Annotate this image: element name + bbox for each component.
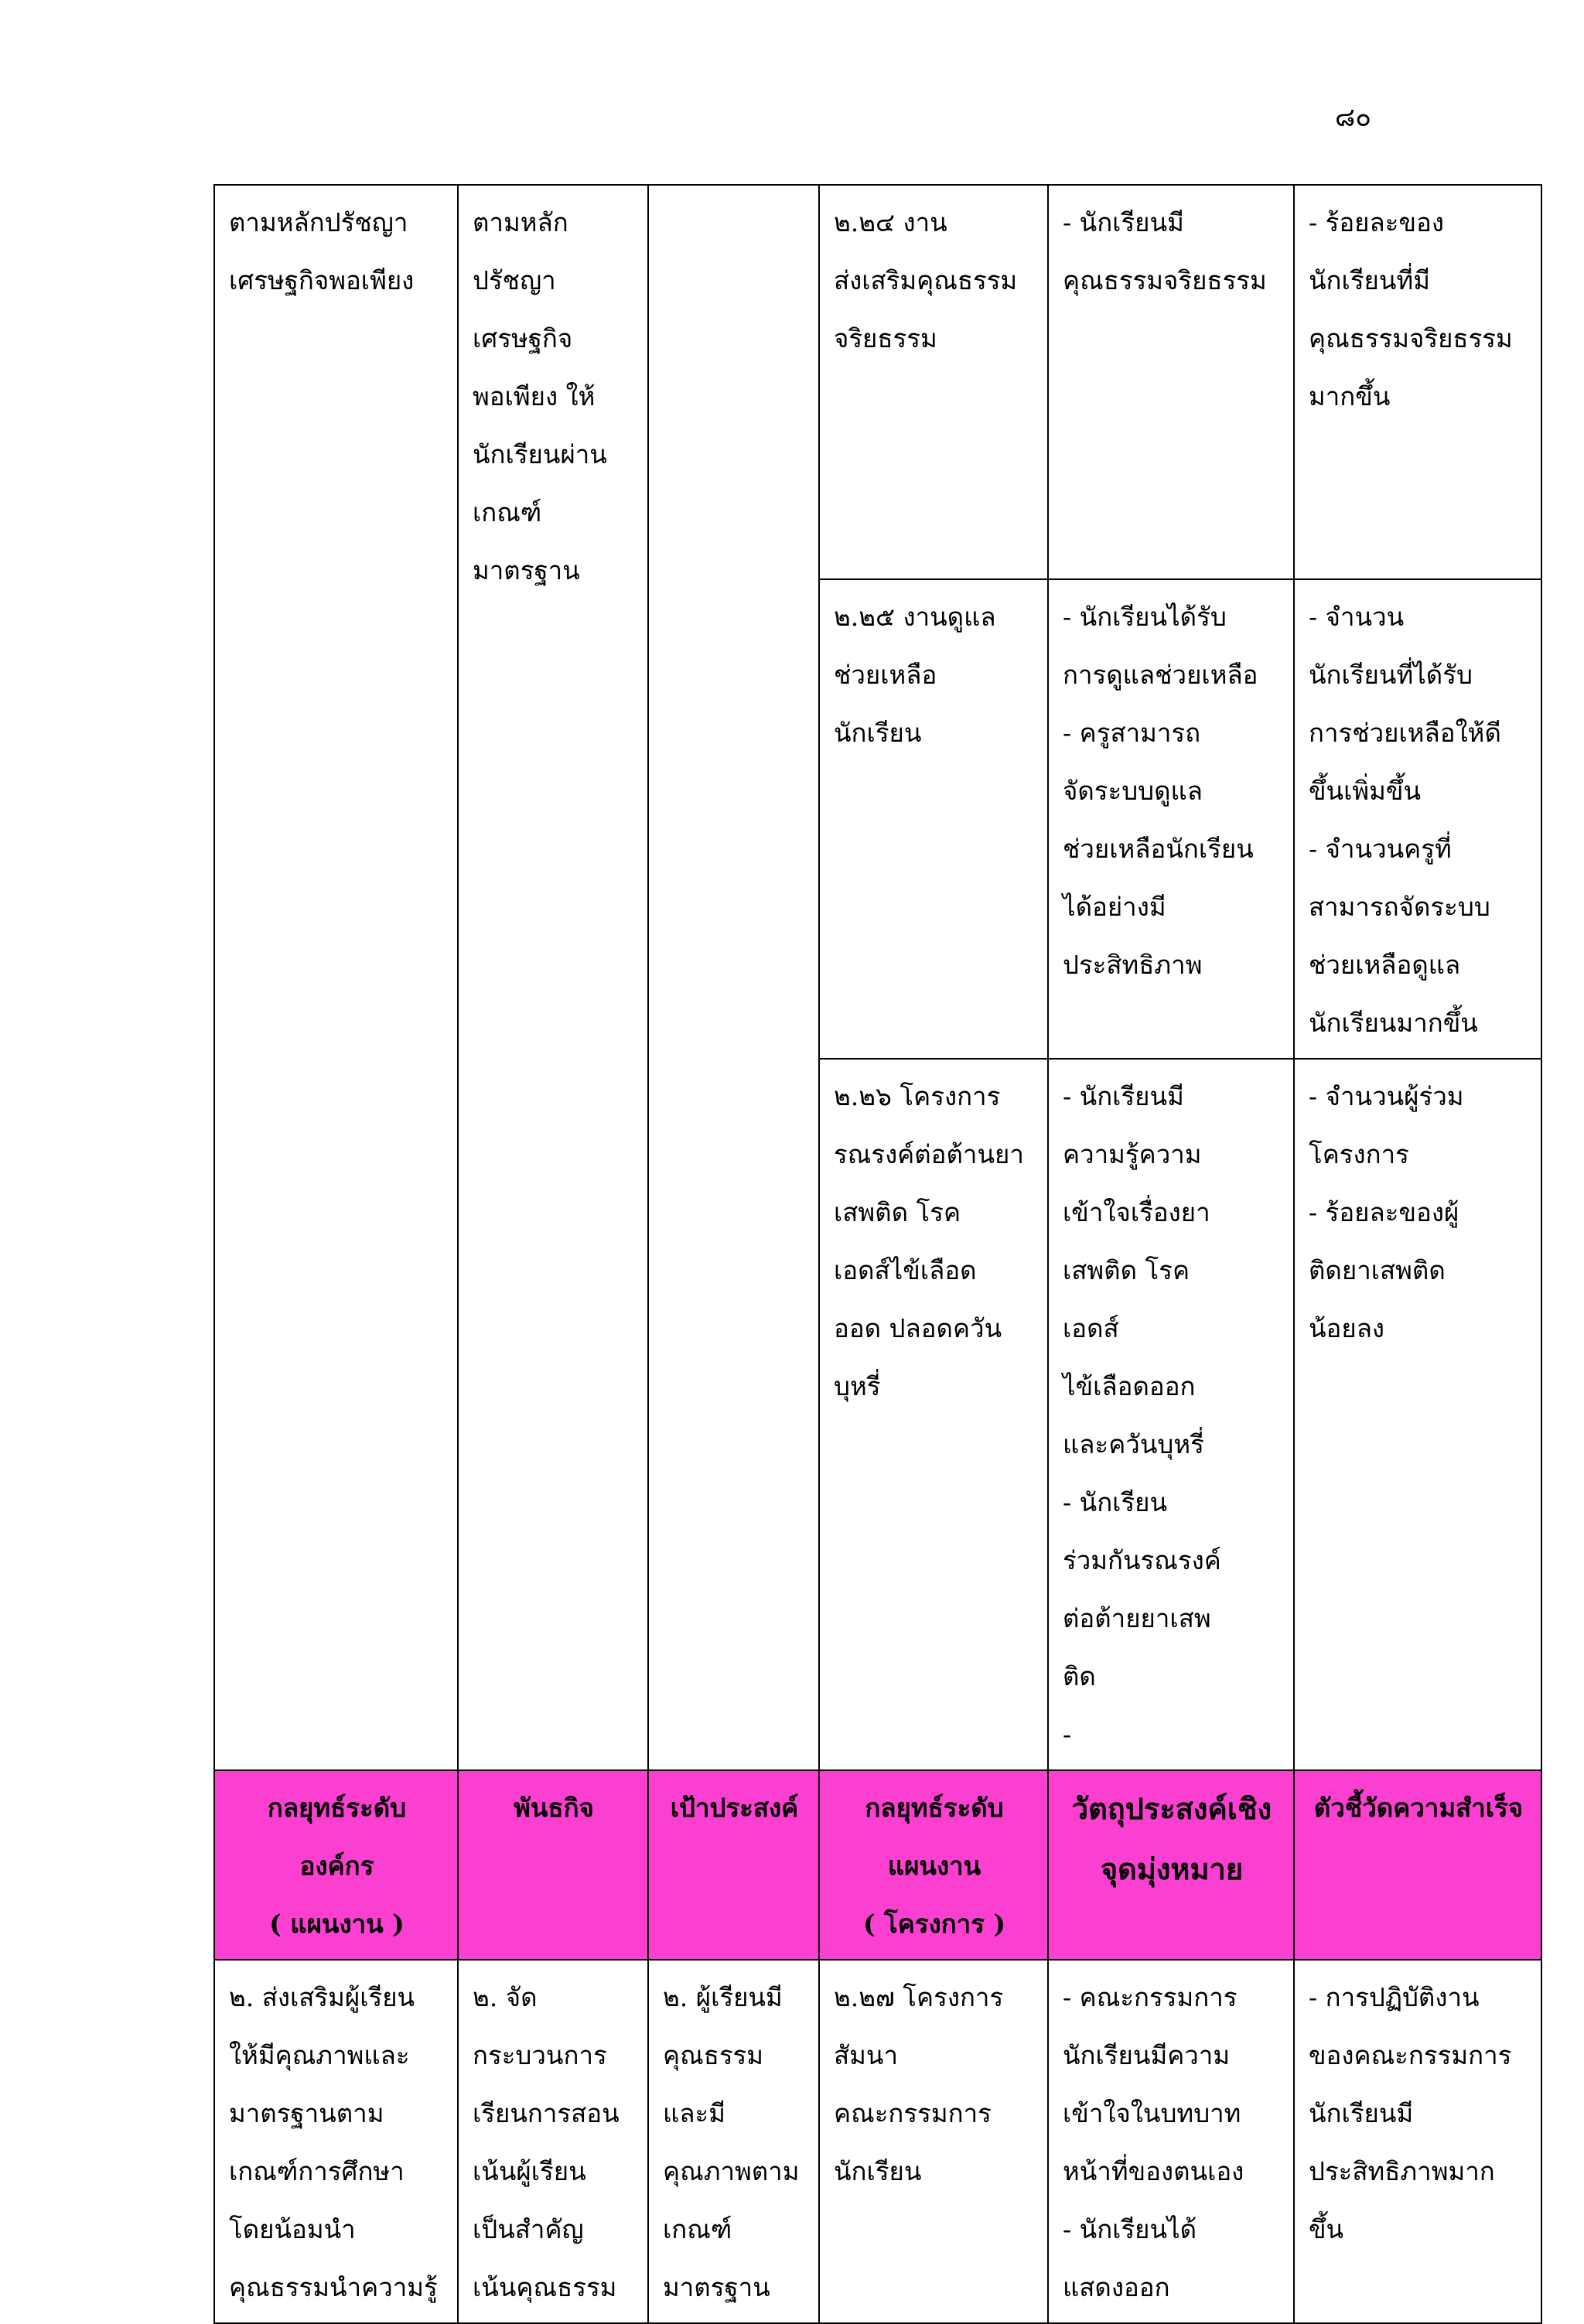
table-header-row [214, 1770, 1541, 1960]
strategy-table [213, 184, 1542, 2324]
objective-cell: - นักเรียนได้รับ การดูแลช่วยเหลือ - ครูสามารถ จัดระบบดูแล ช่วยเหลือนักเรียน ได้อย่างมี ประสิทธิภาพ [1048, 579, 1294, 1059]
objective-cell: - นักเรียนมี ความรู้ความ เข้าใจเรื่องยา เสพติด โรค เอดส์ ไข้เลือดออก และควันบุหรี่ - นักเรียน ร่วมกันรณรงค์ ต่อต้ายยาเสพ ติด - [1048, 1059, 1294, 1770]
goal-cell: ๒. ผู้เรียนมี คุณธรรม และมี คุณภาพตาม เกณฑ์ มาตรฐาน [648, 1960, 819, 2323]
plan-strategy-cell: ๒.๒๕ งานดูแล ช่วยเหลือ นักเรียน [819, 579, 1048, 1059]
org-strategy-cell: ตามหลักปรัชญา เศรษฐกิจพอเพียง [214, 185, 458, 1770]
table-row [214, 1960, 1541, 2323]
table-row [214, 185, 1541, 579]
header-indicator: ตัวชี้วัดความสำเร็จ [1294, 1770, 1541, 1960]
plan-strategy-cell: ๒.๒๖ โครงการ รณรงค์ต่อต้านยา เสพติด โรค เอดส์ไข้เลือด ออด ปลอดควัน บุหรี่ [819, 1059, 1048, 1770]
plan-strategy-cell: ๒.๒๔ งาน ส่งเสริมคุณธรรม จริยธรรม [819, 185, 1048, 579]
page-number: ๘๐ [1335, 102, 1371, 133]
org-strategy-cell: ๒. ส่งเสริมผู้เรียน ให้มีคุณภาพและ มาตรฐานตาม เกณฑ์การศึกษา โดยน้อมนำ คุณธรรมนำความรู้ [214, 1960, 458, 2323]
header-plan-strategy: กลยุทธ์ระดับ แผนงาน ( โครงการ ) [819, 1770, 1048, 1960]
indicator-cell: - จำนวน นักเรียนที่ได้รับ การช่วยเหลือให้ดี ขึ้นเพิ่มขึ้น - จำนวนครูที่ สามารถจัดระบบ ช่วยเหลือดูแล นักเรียนมากขึ้น [1294, 579, 1541, 1059]
header-goal: เป้าประสงค์ [648, 1770, 819, 1960]
objective-cell: - คณะกรรมการ นักเรียนมีความ เข้าใจในบทบาท หน้าที่ของตนเอง - นักเรียนได้ แสดงออก [1048, 1960, 1294, 2323]
mission-cell: ตามหลัก ปรัชญา เศรษฐกิจ พอเพียง ให้ นักเรียนผ่าน เกณฑ์ มาตรฐาน [458, 185, 648, 1770]
mission-cell: ๒. จัด กระบวนการ เรียนการสอน เน้นผู้เรียน เป็นสำคัญ เน้นคุณธรรม [458, 1960, 648, 2323]
goal-cell [648, 185, 819, 1770]
objective-cell: - นักเรียนมี คุณธรรมจริยธรรม [1048, 185, 1294, 579]
header-mission: พันธกิจ [458, 1770, 648, 1960]
indicator-cell: - ร้อยละของ นักเรียนที่มี คุณธรรมจริยธรรม มากขึ้น [1294, 185, 1541, 579]
plan-strategy-cell: ๒.๒๗ โครงการ สัมนา คณะกรรมการ นักเรียน [819, 1960, 1048, 2323]
indicator-cell: - จำนวนผู้ร่วม โครงการ - ร้อยละของผู้ ติดยาเสพติด น้อยลง [1294, 1059, 1541, 1770]
header-objective: วัตถุประสงค์เชิง จุดมุ่งหมาย [1048, 1770, 1294, 1960]
indicator-cell: - การปฏิบัติงาน ของคณะกรรมการ นักเรียนมี ประสิทธิภาพมาก ขึ้น [1294, 1960, 1541, 2323]
header-org-strategy: กลยุทธ์ระดับ องค์กร ( แผนงาน ) [214, 1770, 458, 1960]
